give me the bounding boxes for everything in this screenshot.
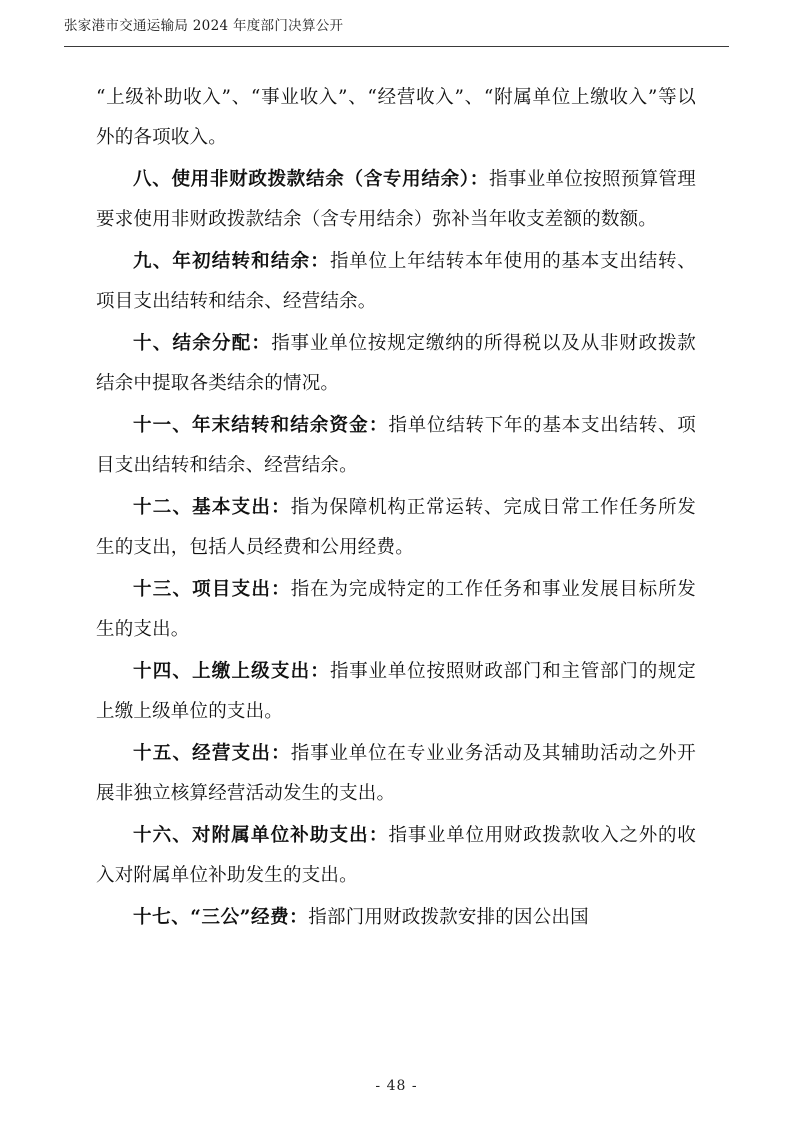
- paragraph: [96, 242, 696, 322]
- paragraph-lead: 十七、“三公”经费：: [133, 907, 309, 928]
- paragraph: [96, 406, 696, 486]
- paragraph-lead: 十一、年末结转和结余资金：: [133, 415, 389, 436]
- paragraph: [96, 488, 696, 568]
- paragraph-text: 指事业单位在专业业务活动及其辅助活动之外开展非独立核算经营活动发生的支出。: [96, 743, 696, 804]
- paragraph-text: “上级补助收入”、“事业收入”、“经营收入”、“附属单位上缴收入”等以外的各项收入。: [96, 87, 696, 148]
- paragraph-text: 指事业单位按照预算管理要求使用非财政拨款结余（含专用结余）弥补当年收支差额的数额。: [96, 169, 697, 230]
- paragraph-text: 指单位结转下年的基本支出结转、项目支出结转和结余、经营结余。: [96, 415, 696, 476]
- paragraph-lead: 十四、上缴上级支出：: [133, 661, 330, 682]
- paragraph-lead: 十、结余分配：: [133, 333, 272, 354]
- paragraph-lead: 十三、项目支出：: [133, 579, 291, 600]
- paragraph: [96, 898, 696, 938]
- paragraph-lead: 十五、经营支出：: [133, 743, 291, 764]
- paragraph: [96, 324, 696, 404]
- paragraph: [96, 570, 696, 650]
- paragraph-text: 指单位上年结转本年使用的基本支出结转、项目支出结转和结余、经营结余。: [96, 251, 696, 312]
- header-divider: [64, 46, 729, 47]
- paragraph: [96, 78, 696, 158]
- paragraph: [96, 734, 696, 814]
- paragraph: [96, 652, 696, 732]
- paragraph-text: 指事业单位按规定缴纳的所得税以及从非财政拨款结余中提取各类结余的情况。: [96, 333, 697, 394]
- paragraph-lead: 八、使用非财政拨款结余（含专用结余）：: [133, 169, 490, 190]
- paragraph-lead: 九、年初结转和结余：: [133, 251, 330, 272]
- document-body: [96, 78, 696, 940]
- paragraph-text: 指为保障机构正常运转、完成日常工作任务所发生的支出，包括人员经费和公用经费。: [96, 497, 696, 558]
- paragraph-text: 指在为完成特定的工作任务和事业发展目标所发生的支出。: [96, 579, 696, 640]
- paragraph: [96, 816, 696, 896]
- paragraph-lead: 十二、基本支出：: [133, 497, 291, 518]
- paragraph: [96, 160, 696, 240]
- page-header: 张家港市交通运输局 2024 年度部门决算公开: [64, 18, 344, 34]
- paragraph-lead: 十六、对附属单位补助支出：: [133, 825, 389, 846]
- paragraph-text: 指事业单位用财政拨款收入之外的收入对附属单位补助发生的支出。: [96, 825, 696, 886]
- page-number: - 48 -: [375, 1078, 418, 1094]
- paragraph-text: 指事业单位按照财政部门和主管部门的规定上缴上级单位的支出。: [96, 661, 696, 722]
- paragraph-text: 指部门用财政拨款安排的因公出国: [308, 907, 589, 928]
